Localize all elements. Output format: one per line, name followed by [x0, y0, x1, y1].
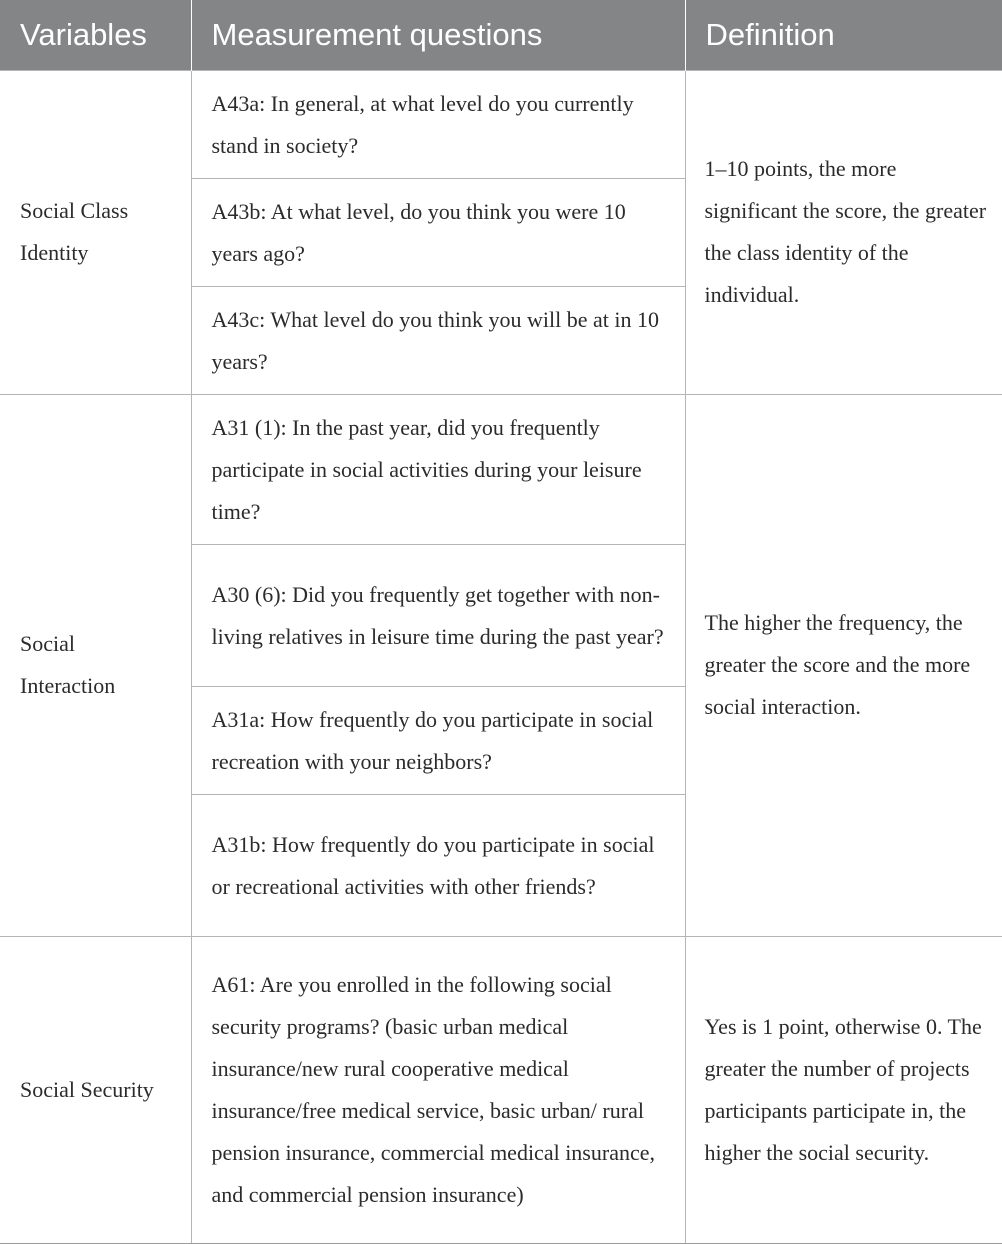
question-cell-a43c: A43c: What level do you think you will be at in 10 years? — [191, 286, 685, 394]
definition-cell-social-interaction: The higher the frequency, the greater the score and the more social interaction. — [685, 394, 1002, 936]
question-cell-a43b: A43b: At what level, do you think you were 10 years ago? — [191, 178, 685, 286]
question-cell-a31b: A31b: How frequently do you participate in social or recreational activities with other friends? — [191, 794, 685, 936]
definition-cell-social-class-identity: 1–10 points, the more significant the score, the greater the class identity of the individual. — [685, 70, 1002, 394]
header-measurement-questions: Measurement questions — [191, 0, 685, 70]
header-definition: Definition — [685, 0, 1002, 70]
question-cell-a30-6: A30 (6): Did you frequently get together with non-living relatives in leisure time during the past year? — [191, 544, 685, 686]
table-body — [0, 70, 1002, 1243]
variable-cell-social-interaction: Social Interaction — [0, 394, 191, 936]
table-row — [0, 70, 1002, 178]
question-cell-a61: A61: Are you enrolled in the following social security programs? (basic urban medical insurance/new rural cooperative medical insurance/free medical service, basic urban/ rural pension insurance, commercial medical insurance, and commercial pension insurance) — [191, 936, 685, 1243]
question-cell-a31-1: A31 (1): In the past year, did you frequently participate in social activities during your leisure time? — [191, 394, 685, 544]
variable-cell-social-security: Social Security — [0, 936, 191, 1243]
question-cell-a31a: A31a: How frequently do you participate in social recreation with your neighbors? — [191, 686, 685, 794]
table-header — [0, 0, 1002, 70]
header-row — [0, 0, 1002, 70]
header-variables: Variables — [0, 0, 191, 70]
variable-cell-social-class-identity: Social Class Identity — [0, 70, 191, 394]
table-row — [0, 394, 1002, 544]
definition-cell-social-security: Yes is 1 point, otherwise 0. The greater the number of projects participants participate in, the higher the social security. — [685, 936, 1002, 1243]
question-cell-a43a: A43a: In general, at what level do you currently stand in society? — [191, 70, 685, 178]
table-row — [0, 936, 1002, 1243]
